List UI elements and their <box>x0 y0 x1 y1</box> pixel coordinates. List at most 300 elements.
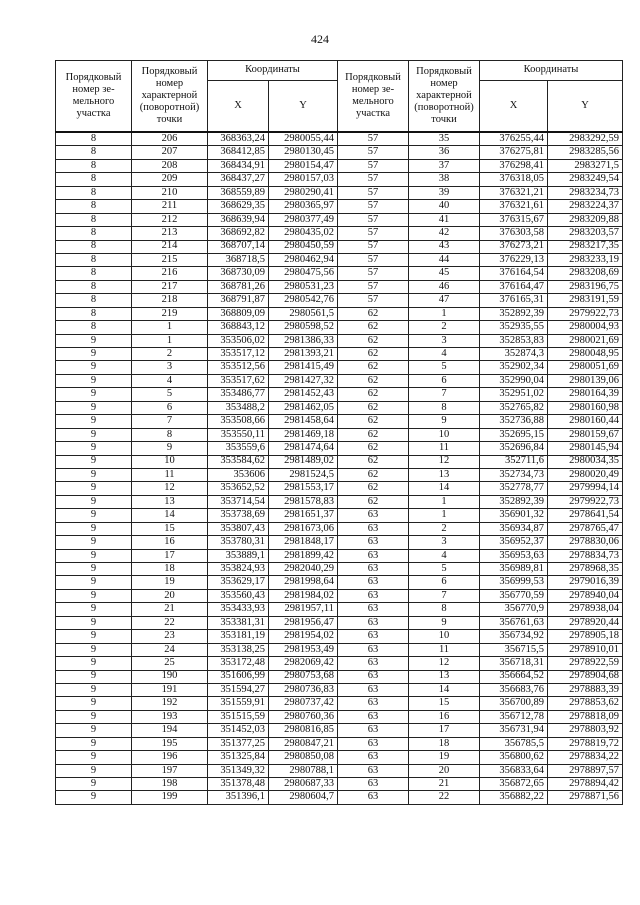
table-row <box>56 442 623 455</box>
point-number-cell: 194 <box>132 724 208 737</box>
y-coordinate-cell: 2980160,98 <box>548 401 623 414</box>
point-number-cell: 8 <box>409 401 480 414</box>
point-number-cell: 193 <box>132 710 208 723</box>
table-row <box>56 200 623 213</box>
x-coordinate-cell: 352892,39 <box>480 307 548 320</box>
x-coordinate-cell: 352695,15 <box>480 428 548 441</box>
table-row <box>56 455 623 468</box>
x-coordinate-cell: 356999,53 <box>480 576 548 589</box>
y-coordinate-cell: 2981427,32 <box>269 374 338 387</box>
y-coordinate-cell: 2981489,02 <box>269 455 338 468</box>
y-coordinate-cell: 2980531,23 <box>269 280 338 293</box>
parcel-number-cell: 8 <box>56 307 132 320</box>
y-coordinate-cell: 2980736,83 <box>269 683 338 696</box>
y-coordinate-cell: 2980847,21 <box>269 737 338 750</box>
y-coordinate-cell: 2978803,92 <box>548 724 623 737</box>
parcel-number-cell: 9 <box>56 361 132 374</box>
y-coordinate-cell: 2978897,57 <box>548 764 623 777</box>
point-number-cell: 20 <box>409 764 480 777</box>
parcel-number-cell: 9 <box>56 737 132 750</box>
point-number-cell: 7 <box>132 415 208 428</box>
y-coordinate-cell: 2980145,94 <box>548 442 623 455</box>
y-coordinate-cell: 2983292,59 <box>548 132 623 146</box>
parcel-number-cell: 9 <box>56 683 132 696</box>
point-number-cell: 9 <box>409 415 480 428</box>
y-coordinate-cell: 2980435,02 <box>269 227 338 240</box>
header-x-2: X <box>480 81 548 133</box>
parcel-number-cell: 9 <box>56 549 132 562</box>
parcel-number-cell: 63 <box>338 630 409 643</box>
y-coordinate-cell: 2981386,33 <box>269 334 338 347</box>
header-parcel-number: Порядковый номер зе-мельного участка <box>56 61 132 133</box>
table-row <box>56 267 623 280</box>
table-row <box>56 670 623 683</box>
parcel-number-cell: 63 <box>338 549 409 562</box>
table-row <box>56 146 623 159</box>
parcel-number-cell: 9 <box>56 603 132 616</box>
parcel-number-cell: 9 <box>56 791 132 804</box>
parcel-number-cell: 8 <box>56 240 132 253</box>
table-row <box>56 549 623 562</box>
x-coordinate-cell: 356683,76 <box>480 683 548 696</box>
parcel-number-cell: 62 <box>338 388 409 401</box>
parcel-number-cell: 9 <box>56 401 132 414</box>
y-coordinate-cell: 2978830,06 <box>548 536 623 549</box>
y-coordinate-cell: 2983234,73 <box>548 186 623 199</box>
x-coordinate-cell: 356800,62 <box>480 751 548 764</box>
parcel-number-cell: 9 <box>56 751 132 764</box>
x-coordinate-cell: 353738,69 <box>208 509 269 522</box>
y-coordinate-cell: 2980450,59 <box>269 240 338 253</box>
point-number-cell: 7 <box>409 388 480 401</box>
y-coordinate-cell: 2980816,85 <box>269 724 338 737</box>
x-coordinate-cell: 368434,91 <box>208 159 269 172</box>
y-coordinate-cell: 2980760,36 <box>269 710 338 723</box>
parcel-number-cell: 63 <box>338 751 409 764</box>
point-number-cell: 3 <box>409 536 480 549</box>
parcel-number-cell: 62 <box>338 361 409 374</box>
y-coordinate-cell: 2978904,68 <box>548 670 623 683</box>
y-coordinate-cell: 2981524,5 <box>269 468 338 481</box>
point-number-cell: 47 <box>409 294 480 307</box>
y-coordinate-cell: 2981393,21 <box>269 348 338 361</box>
y-coordinate-cell: 2980139,06 <box>548 374 623 387</box>
parcel-number-cell: 63 <box>338 536 409 549</box>
x-coordinate-cell: 353488,2 <box>208 401 269 414</box>
point-number-cell: 195 <box>132 737 208 750</box>
table-row <box>56 213 623 226</box>
point-number-cell: 42 <box>409 227 480 240</box>
parcel-number-cell: 8 <box>56 280 132 293</box>
point-number-cell: 1 <box>132 321 208 334</box>
point-number-cell: 206 <box>132 132 208 146</box>
parcel-number-cell: 62 <box>338 401 409 414</box>
point-number-cell: 36 <box>409 146 480 159</box>
table-row <box>56 683 623 696</box>
point-number-cell: 8 <box>409 603 480 616</box>
parcel-number-cell: 57 <box>338 294 409 307</box>
header-y-2: Y <box>548 81 623 133</box>
point-number-cell: 9 <box>132 442 208 455</box>
point-number-cell: 10 <box>409 630 480 643</box>
y-coordinate-cell: 2980687,33 <box>269 778 338 791</box>
y-coordinate-cell: 2982069,42 <box>269 657 338 670</box>
x-coordinate-cell: 368412,85 <box>208 146 269 159</box>
parcel-number-cell: 8 <box>56 173 132 186</box>
x-coordinate-cell: 353517,62 <box>208 374 269 387</box>
table-row <box>56 401 623 414</box>
point-number-cell: 213 <box>132 227 208 240</box>
y-coordinate-cell: 2981956,47 <box>269 616 338 629</box>
y-coordinate-cell: 2978905,18 <box>548 630 623 643</box>
y-coordinate-cell: 2978819,72 <box>548 737 623 750</box>
page-number: 424 <box>311 32 329 46</box>
x-coordinate-cell: 376255,44 <box>480 132 548 146</box>
y-coordinate-cell: 2978871,56 <box>548 791 623 804</box>
y-coordinate-cell: 2983285,56 <box>548 146 623 159</box>
point-number-cell: 12 <box>409 657 480 670</box>
point-number-cell: 1 <box>409 307 480 320</box>
y-coordinate-cell: 2980753,68 <box>269 670 338 683</box>
parcel-number-cell: 63 <box>338 710 409 723</box>
y-coordinate-cell: 2980004,93 <box>548 321 623 334</box>
table-row <box>56 563 623 576</box>
y-coordinate-cell: 2980034,35 <box>548 455 623 468</box>
table-row <box>56 724 623 737</box>
point-number-cell: 1 <box>409 509 480 522</box>
parcel-number-cell: 9 <box>56 724 132 737</box>
table-row <box>56 764 623 777</box>
table-row <box>56 778 623 791</box>
x-coordinate-cell: 356952,37 <box>480 536 548 549</box>
x-coordinate-cell: 352765,82 <box>480 401 548 414</box>
point-number-cell: 40 <box>409 200 480 213</box>
header-coordinates: Координаты <box>208 61 338 81</box>
header-y: Y <box>269 81 338 133</box>
point-number-cell: 208 <box>132 159 208 172</box>
table-row <box>56 737 623 750</box>
y-coordinate-cell: 2979016,39 <box>548 576 623 589</box>
parcel-number-cell: 8 <box>56 267 132 280</box>
parcel-number-cell: 63 <box>338 643 409 656</box>
y-coordinate-cell: 2981899,42 <box>269 549 338 562</box>
parcel-number-cell: 9 <box>56 495 132 508</box>
x-coordinate-cell: 352935,55 <box>480 321 548 334</box>
point-number-cell: 39 <box>409 186 480 199</box>
x-coordinate-cell: 353584,62 <box>208 455 269 468</box>
parcel-number-cell: 62 <box>338 455 409 468</box>
x-coordinate-cell: 356833,64 <box>480 764 548 777</box>
point-number-cell: 2 <box>409 321 480 334</box>
x-coordinate-cell: 353560,43 <box>208 589 269 602</box>
table-row <box>56 240 623 253</box>
point-number-cell: 212 <box>132 213 208 226</box>
parcel-number-cell: 62 <box>338 428 409 441</box>
parcel-number-cell: 57 <box>338 132 409 146</box>
x-coordinate-cell: 351559,91 <box>208 697 269 710</box>
table-row <box>56 227 623 240</box>
x-coordinate-cell: 368363,24 <box>208 132 269 146</box>
parcel-number-cell: 9 <box>56 697 132 710</box>
x-coordinate-cell: 353606 <box>208 468 269 481</box>
point-number-cell: 9 <box>409 616 480 629</box>
x-coordinate-cell: 356770,9 <box>480 603 548 616</box>
x-coordinate-cell: 352853,83 <box>480 334 548 347</box>
point-number-cell: 37 <box>409 159 480 172</box>
x-coordinate-cell: 368629,35 <box>208 200 269 213</box>
table-row <box>56 751 623 764</box>
parcel-number-cell: 63 <box>338 616 409 629</box>
parcel-number-cell: 62 <box>338 374 409 387</box>
parcel-number-cell: 9 <box>56 522 132 535</box>
point-number-cell: 215 <box>132 253 208 266</box>
parcel-number-cell: 9 <box>56 657 132 670</box>
parcel-number-cell: 63 <box>338 603 409 616</box>
table-row <box>56 616 623 629</box>
point-number-cell: 199 <box>132 791 208 804</box>
y-coordinate-cell: 2983271,5 <box>548 159 623 172</box>
table-row <box>56 468 623 481</box>
x-coordinate-cell: 356718,31 <box>480 657 548 670</box>
point-number-cell: 22 <box>409 791 480 804</box>
x-coordinate-cell: 353807,43 <box>208 522 269 535</box>
parcel-number-cell: 8 <box>56 227 132 240</box>
parcel-number-cell: 9 <box>56 374 132 387</box>
point-number-cell: 17 <box>132 549 208 562</box>
point-number-cell: 21 <box>409 778 480 791</box>
header-coordinates-2: Координаты <box>480 61 623 81</box>
x-coordinate-cell: 376315,67 <box>480 213 548 226</box>
parcel-number-cell: 57 <box>338 146 409 159</box>
parcel-number-cell: 9 <box>56 670 132 683</box>
y-coordinate-cell: 2978765,47 <box>548 522 623 535</box>
y-coordinate-cell: 2980157,03 <box>269 173 338 186</box>
parcel-number-cell: 9 <box>56 442 132 455</box>
y-coordinate-cell: 2981415,49 <box>269 361 338 374</box>
point-number-cell: 16 <box>132 536 208 549</box>
table-row <box>56 522 623 535</box>
header-parcel-number-2: Порядковый номер зе-мельного участка <box>338 61 409 133</box>
parcel-number-cell: 63 <box>338 563 409 576</box>
x-coordinate-cell: 368559,89 <box>208 186 269 199</box>
parcel-number-cell: 8 <box>56 186 132 199</box>
table-row <box>56 791 623 804</box>
parcel-number-cell: 63 <box>338 576 409 589</box>
parcel-number-cell: 9 <box>56 630 132 643</box>
x-coordinate-cell: 376275,81 <box>480 146 548 159</box>
parcel-number-cell: 8 <box>56 132 132 146</box>
point-number-cell: 13 <box>409 670 480 683</box>
point-number-cell: 15 <box>409 697 480 710</box>
x-coordinate-cell: 353181,19 <box>208 630 269 643</box>
point-number-cell: 16 <box>409 710 480 723</box>
x-coordinate-cell: 376164,47 <box>480 280 548 293</box>
table-row <box>56 657 623 670</box>
parcel-number-cell: 8 <box>56 321 132 334</box>
point-number-cell: 2 <box>132 348 208 361</box>
y-coordinate-cell: 2980788,1 <box>269 764 338 777</box>
x-coordinate-cell: 356934,87 <box>480 522 548 535</box>
point-number-cell: 198 <box>132 778 208 791</box>
table-row <box>56 603 623 616</box>
x-coordinate-cell: 353486,77 <box>208 388 269 401</box>
table-row <box>56 294 623 307</box>
parcel-number-cell: 63 <box>338 657 409 670</box>
parcel-number-cell: 9 <box>56 643 132 656</box>
table-row <box>56 643 623 656</box>
parcel-number-cell: 57 <box>338 267 409 280</box>
table-row <box>56 253 623 266</box>
parcel-number-cell: 62 <box>338 442 409 455</box>
y-coordinate-cell: 2978910,01 <box>548 643 623 656</box>
point-number-cell: 3 <box>132 361 208 374</box>
x-coordinate-cell: 353714,54 <box>208 495 269 508</box>
y-coordinate-cell: 2983209,88 <box>548 213 623 226</box>
x-coordinate-cell: 353652,52 <box>208 482 269 495</box>
x-coordinate-cell: 356770,59 <box>480 589 548 602</box>
parcel-number-cell: 9 <box>56 455 132 468</box>
x-coordinate-cell: 351515,59 <box>208 710 269 723</box>
parcel-number-cell: 62 <box>338 468 409 481</box>
table-row <box>56 495 623 508</box>
y-coordinate-cell: 2981953,49 <box>269 643 338 656</box>
table-row <box>56 374 623 387</box>
point-number-cell: 15 <box>132 522 208 535</box>
point-number-cell: 22 <box>132 616 208 629</box>
point-number-cell: 5 <box>132 388 208 401</box>
point-number-cell: 11 <box>132 468 208 481</box>
parcel-number-cell: 63 <box>338 683 409 696</box>
x-coordinate-cell: 352951,02 <box>480 388 548 401</box>
point-number-cell: 14 <box>409 482 480 495</box>
x-coordinate-cell: 353550,11 <box>208 428 269 441</box>
parcel-number-cell: 9 <box>56 348 132 361</box>
x-coordinate-cell: 368707,14 <box>208 240 269 253</box>
x-coordinate-cell: 356882,22 <box>480 791 548 804</box>
y-coordinate-cell: 2980365,97 <box>269 200 338 213</box>
x-coordinate-cell: 351349,32 <box>208 764 269 777</box>
point-number-cell: 6 <box>409 576 480 589</box>
x-coordinate-cell: 376303,58 <box>480 227 548 240</box>
y-coordinate-cell: 2978853,62 <box>548 697 623 710</box>
y-coordinate-cell: 2981462,05 <box>269 401 338 414</box>
parcel-number-cell: 57 <box>338 200 409 213</box>
parcel-number-cell: 8 <box>56 200 132 213</box>
y-coordinate-cell: 2978834,22 <box>548 751 623 764</box>
table-row <box>56 132 623 146</box>
y-coordinate-cell: 2981651,37 <box>269 509 338 522</box>
y-coordinate-cell: 2983196,75 <box>548 280 623 293</box>
x-coordinate-cell: 353506,02 <box>208 334 269 347</box>
x-coordinate-cell: 376318,05 <box>480 173 548 186</box>
y-coordinate-cell: 2980604,7 <box>269 791 338 804</box>
x-coordinate-cell: 368718,5 <box>208 253 269 266</box>
y-coordinate-cell: 2978818,09 <box>548 710 623 723</box>
y-coordinate-cell: 2980159,67 <box>548 428 623 441</box>
point-number-cell: 45 <box>409 267 480 280</box>
y-coordinate-cell: 2980164,39 <box>548 388 623 401</box>
x-coordinate-cell: 356715,5 <box>480 643 548 656</box>
x-coordinate-cell: 376321,21 <box>480 186 548 199</box>
parcel-number-cell: 57 <box>338 186 409 199</box>
y-coordinate-cell: 2981957,11 <box>269 603 338 616</box>
x-coordinate-cell: 353512,56 <box>208 361 269 374</box>
x-coordinate-cell: 356953,63 <box>480 549 548 562</box>
table-body <box>56 132 623 804</box>
x-coordinate-cell: 353138,25 <box>208 643 269 656</box>
y-coordinate-cell: 2981553,17 <box>269 482 338 495</box>
y-coordinate-cell: 2978922,59 <box>548 657 623 670</box>
point-number-cell: 4 <box>409 348 480 361</box>
x-coordinate-cell: 352874,3 <box>480 348 548 361</box>
parcel-number-cell: 9 <box>56 616 132 629</box>
x-coordinate-cell: 356989,81 <box>480 563 548 576</box>
table-row <box>56 388 623 401</box>
parcel-number-cell: 63 <box>338 778 409 791</box>
point-number-cell: 196 <box>132 751 208 764</box>
point-number-cell: 38 <box>409 173 480 186</box>
y-coordinate-cell: 2981848,17 <box>269 536 338 549</box>
x-coordinate-cell: 356785,5 <box>480 737 548 750</box>
point-number-cell: 218 <box>132 294 208 307</box>
parcel-number-cell: 8 <box>56 213 132 226</box>
point-number-cell: 191 <box>132 683 208 696</box>
point-number-cell: 190 <box>132 670 208 683</box>
point-number-cell: 24 <box>132 643 208 656</box>
point-number-cell: 216 <box>132 267 208 280</box>
y-coordinate-cell: 2980737,42 <box>269 697 338 710</box>
x-coordinate-cell: 368639,94 <box>208 213 269 226</box>
parcel-number-cell: 57 <box>338 280 409 293</box>
x-coordinate-cell: 376321,61 <box>480 200 548 213</box>
x-coordinate-cell: 368781,26 <box>208 280 269 293</box>
x-coordinate-cell: 368809,09 <box>208 307 269 320</box>
table-row <box>56 509 623 522</box>
y-coordinate-cell: 2978968,35 <box>548 563 623 576</box>
parcel-number-cell: 9 <box>56 576 132 589</box>
y-coordinate-cell: 2979994,14 <box>548 482 623 495</box>
header-point-number-2: Порядковый номер характерной (поворотной) точки <box>409 61 480 133</box>
x-coordinate-cell: 356901,32 <box>480 509 548 522</box>
y-coordinate-cell: 2983233,19 <box>548 253 623 266</box>
parcel-number-cell: 9 <box>56 334 132 347</box>
y-coordinate-cell: 2980598,52 <box>269 321 338 334</box>
x-coordinate-cell: 353172,48 <box>208 657 269 670</box>
parcel-number-cell: 57 <box>338 159 409 172</box>
y-coordinate-cell: 2981998,64 <box>269 576 338 589</box>
x-coordinate-cell: 376298,41 <box>480 159 548 172</box>
parcel-number-cell: 9 <box>56 710 132 723</box>
parcel-number-cell: 9 <box>56 482 132 495</box>
y-coordinate-cell: 2978938,04 <box>548 603 623 616</box>
table-row <box>56 710 623 723</box>
parcel-number-cell: 9 <box>56 764 132 777</box>
y-coordinate-cell: 2981578,83 <box>269 495 338 508</box>
y-coordinate-cell: 2980020,49 <box>548 468 623 481</box>
y-coordinate-cell: 2983249,54 <box>548 173 623 186</box>
table-row <box>56 159 623 172</box>
parcel-number-cell: 63 <box>338 791 409 804</box>
coordinates-table <box>55 60 623 805</box>
y-coordinate-cell: 2978834,73 <box>548 549 623 562</box>
y-coordinate-cell: 2981474,64 <box>269 442 338 455</box>
table-row <box>56 361 623 374</box>
table-row <box>56 280 623 293</box>
point-number-cell: 1 <box>132 334 208 347</box>
y-coordinate-cell: 2983208,69 <box>548 267 623 280</box>
point-number-cell: 1 <box>409 495 480 508</box>
point-number-cell: 4 <box>132 374 208 387</box>
